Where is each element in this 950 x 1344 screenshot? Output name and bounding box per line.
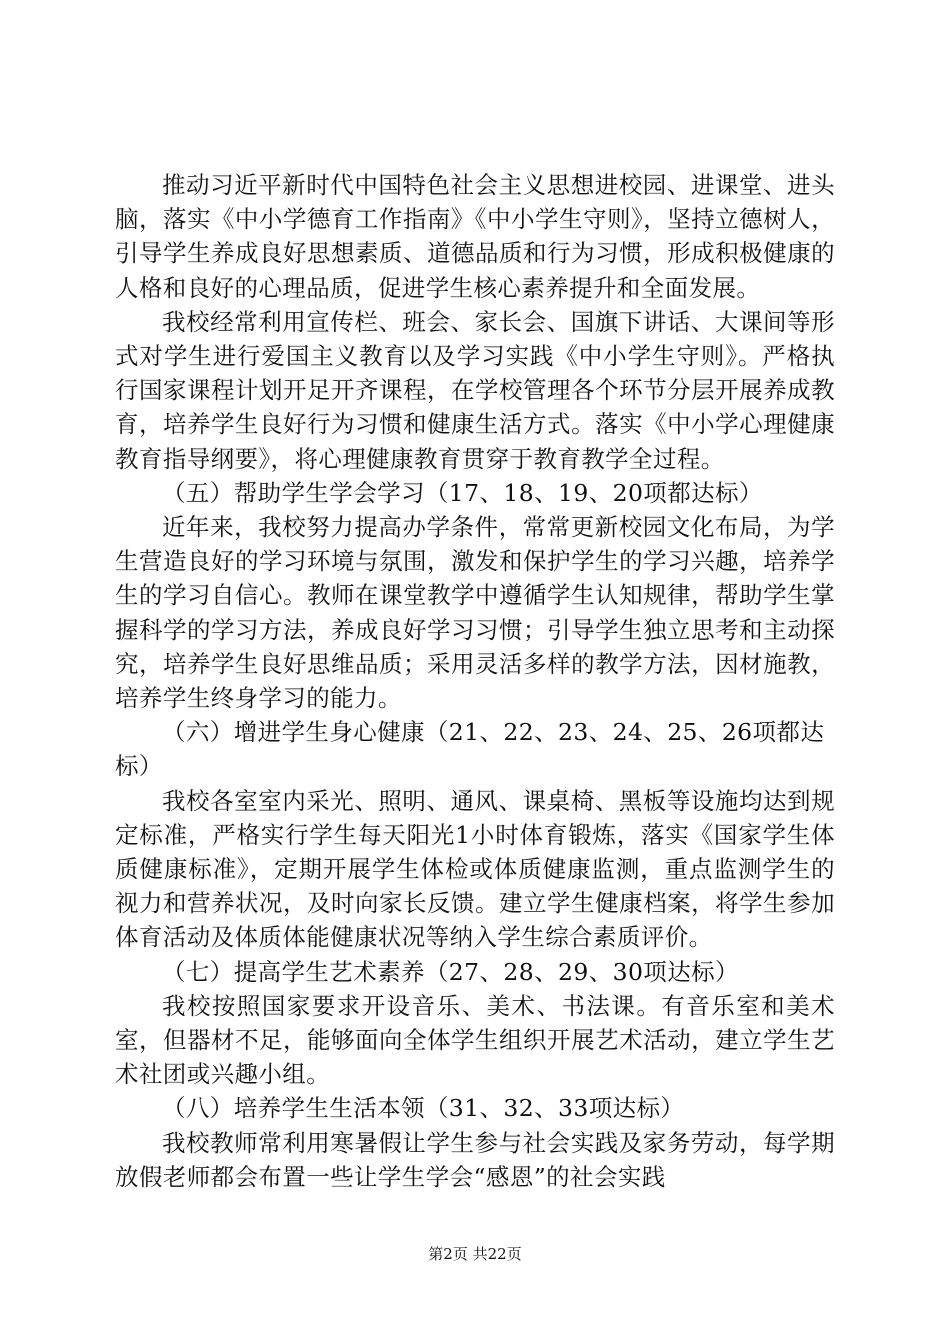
paragraph: 近年来，我校努力提高办学条件，常常更新校园文化布局，为学生营造良好的学习环境与氛围，激发和保护学生的学习兴趣，培养学生的学习自信心。教师在课堂教学中遵循学生认知规律，帮助学生掌握科学的学习方法，养成良好学习习惯；引导学生独立思考和主动探究，培养学生良好思维品质；采用灵活多样的教学方法，因材施教，培养学生终身学习的能力。 [115, 513, 835, 713]
paragraph: 我校各室室内采光、照明、通风、课桌椅、黑板等设施均达到规定标准，严格实行学生每天阳光1小时体育锻炼，落实《国家学生体质健康标准》，定期开展学生体检或体质健康监测，重点监测学生的视力和营养状况，及时向家长反馈。建立学生健康档案，将学生参加体育活动及体质体能健康状况等纳入学生综合素质评价。 [115, 786, 835, 952]
document-body [115, 168, 835, 1194]
section-heading: （六）增进学生身心健康（21、22、23、24、25、26项都达标） [115, 718, 825, 781]
section-heading: （五）帮助学生学会学习（17、18、19、20项都达标） [162, 478, 763, 507]
section-heading: （七）提高学生艺术素养（27、28、29、30项达标） [162, 957, 739, 986]
section-heading: （八）培养学生生活本领（31、32、33项达标） [162, 1094, 685, 1123]
paragraph: 我校经常利用宣传栏、班会、家长会、国旗下讲话、大课间等形式对学生进行爱国主义教育以及学习实践《中小学生守则》。严格执行国家课程计划开足开齐课程，在学校管理各个环节分层开展养成教育，培养学生良好行为习惯和健康生活方式。落实《中小学心理健康教育指导纲要》，将心理健康教育贯穿于教育教学全过程。 [115, 307, 835, 473]
paragraph: 我校按照国家要求开设音乐、美术、书法课。有音乐室和美术室，但器材不足，能够面向全体学生组织开展艺术活动，建立学生艺术社团或兴趣小组。 [115, 991, 835, 1089]
paragraph: 推动习近平新时代中国特色社会主义思想进校园、进课堂、进头脑，落实《中小学德育工作指南》《中小学生守则》，坚持立德树人，引导学生养成良好思想素质、道德品质和行为习惯，形成积极健康的人格和良好的心理品质，促进学生核心素养提升和全面发展。 [115, 171, 835, 302]
paragraph: 我校教师常利用寒暑假让学生参与社会实践及家务劳动，每学期放假老师都会布置一些让学生学会“感恩”的社会实践 [115, 1128, 835, 1191]
page-number-footer: 第2页 共22页 [428, 1245, 522, 1263]
